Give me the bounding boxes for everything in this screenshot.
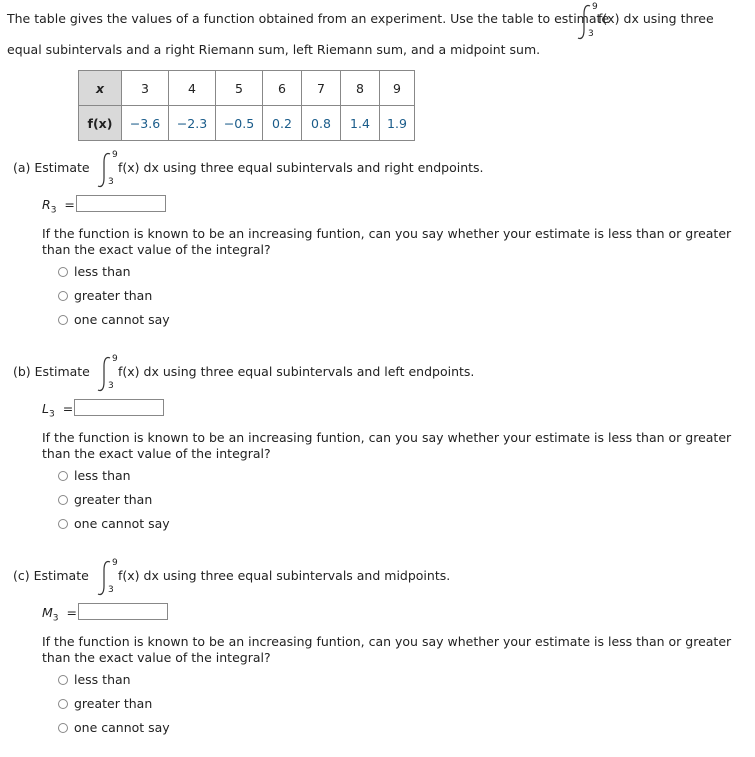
fx-value: 1.9 [380,106,415,141]
part-c-radio-less[interactable] [58,675,68,685]
x-value: 8 [341,71,380,106]
fx-header: f(x) [79,106,122,141]
part-a-question: If the function is known to be an increasing funtion, can you say whether your estimate is less than or greater than the exact value of the integral? [42,226,732,257]
part-b-answer-input[interactable] [74,399,164,416]
part-a-option-less[interactable]: less than [74,264,131,279]
part-a-option-greater[interactable]: greater than [74,288,153,303]
fx-value: 0.2 [263,106,302,141]
part-b-label: (b) Estimate [13,364,90,379]
x-value: 6 [263,71,302,106]
x-header: x [79,71,122,106]
part-c-radio-cannot[interactable] [58,723,68,733]
fx-value: −0.5 [216,106,263,141]
answer-letter: R [42,197,51,212]
part-b-answer-label [42,401,73,420]
part-a-radio-greater[interactable] [58,291,68,301]
part-c-radio-greater[interactable] [58,699,68,709]
intro-upper-limit: 9 [592,2,598,12]
equals-sign: = [64,197,75,212]
part-c-option-less[interactable]: less than [74,672,131,687]
fx-value: 0.8 [302,106,341,141]
intro-line2: equal subintervals and a right Riemann sum, left Riemann sum, and a midpoint sum. [7,42,541,57]
intro-lower-limit: 3 [588,29,594,39]
x-value: 3 [122,71,169,106]
intro-text-after: f(x) dx using three [598,11,714,26]
part-a-upper-limit: 9 [112,150,118,160]
part-c-lower-limit: 3 [108,585,114,595]
part-b-option-cannot[interactable]: one cannot say [74,516,170,531]
part-a-label: (a) Estimate [13,160,90,175]
part-b-upper-limit: 9 [112,354,118,364]
values-table [78,70,415,141]
part-b-lower-limit: 3 [108,381,114,391]
part-a-radio-less[interactable] [58,267,68,277]
table-row-x [79,71,415,106]
part-c-label: (c) Estimate [13,568,89,583]
part-a-answer-label [42,197,75,216]
equals-sign: = [62,401,74,416]
answer-subscript: 3 [50,205,57,216]
part-b-option-less[interactable]: less than [74,468,131,483]
answer-letter: M [42,605,53,620]
answer-subscript: 3 [48,409,55,420]
x-value: 9 [380,71,415,106]
part-c-answer-input[interactable] [78,603,168,620]
table-row-fx [79,106,415,141]
part-a-answer-input[interactable] [76,195,166,212]
answer-subscript: 3 [52,613,59,624]
x-value: 5 [216,71,263,106]
part-a-option-cannot[interactable]: one cannot say [74,312,170,327]
part-c-option-cannot[interactable]: one cannot say [74,720,170,735]
part-b-option-greater[interactable]: greater than [74,492,153,507]
fx-value: −3.6 [122,106,169,141]
x-value: 4 [169,71,216,106]
fx-value: −2.3 [169,106,216,141]
x-value: 7 [302,71,341,106]
part-a-radio-cannot[interactable] [58,315,68,325]
part-a-integrand: f(x) dx using three equal subintervals and right endpoints. [118,160,484,175]
part-b-radio-greater[interactable] [58,495,68,505]
part-a-lower-limit: 3 [108,177,114,187]
part-b-integrand: f(x) dx using three equal subintervals and left endpoints. [118,364,475,379]
fx-value: 1.4 [341,106,380,141]
part-b-question: If the function is known to be an increasing funtion, can you say whether your estimate is less than or greater than the exact value of the integral? [42,430,732,461]
part-c-upper-limit: 9 [112,558,118,568]
intro-text-before: The table gives the values of a function obtained from an experiment. Use the table to estimate [7,11,610,26]
part-c-question: If the function is known to be an increasing funtion, can you say whether your estimate is less than or greater than the exact value of the integral? [42,634,732,665]
part-c-answer-label [42,605,77,624]
part-c-integrand: f(x) dx using three equal subintervals and midpoints. [118,568,451,583]
equals-sign: = [66,605,77,620]
answer-letter: L [42,401,49,416]
part-b-radio-less[interactable] [58,471,68,481]
part-b-radio-cannot[interactable] [58,519,68,529]
part-c-option-greater[interactable]: greater than [74,696,153,711]
